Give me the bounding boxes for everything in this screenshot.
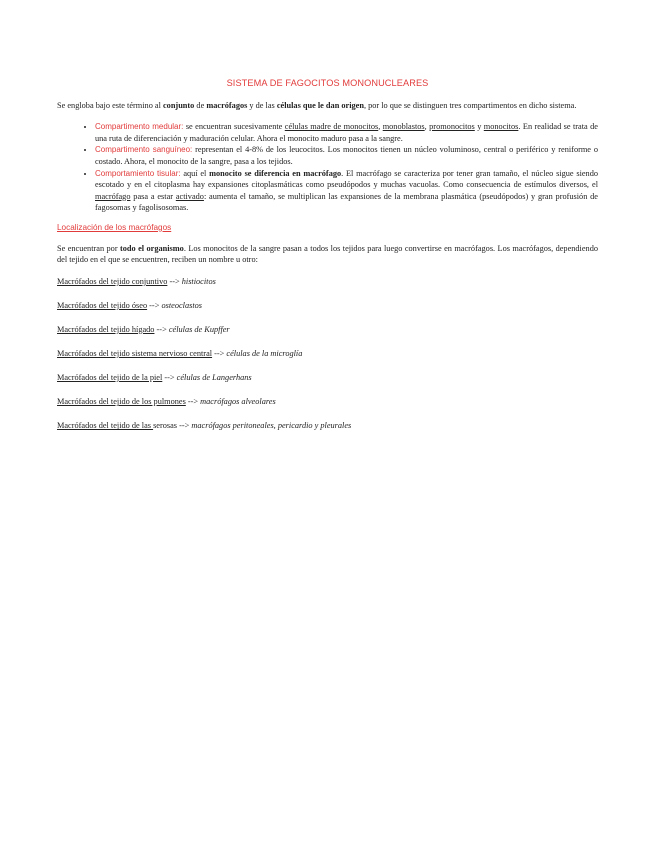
macrophage-name: macrófagos alveolares: [200, 397, 276, 407]
underlined-term: células madre de monocitos: [284, 122, 379, 132]
bold-run: monocito se diferencia en macrófago: [209, 168, 342, 178]
text-run: Se engloba bajo este término al: [57, 100, 163, 110]
list-item-tisular: [95, 168, 598, 214]
text-run: , por lo que se distinguen tres compartimentos en dicho sistema.: [363, 100, 577, 110]
tissue-name: Macrófados del tejido óseo: [57, 300, 148, 310]
arrow-text: -->: [185, 397, 201, 407]
text-run: de: [194, 100, 207, 110]
arrow-text: -->: [147, 300, 162, 310]
arrow-text: -->: [154, 324, 169, 334]
document-title: SISTEMA DE FAGOCITOS MONONUCLEARES: [226, 78, 429, 88]
text-run: y de las: [247, 100, 277, 110]
text-run: aquí el: [180, 168, 210, 178]
text-run: ,: [378, 122, 383, 132]
text-run: . Los monocitos de la sangre pasan a todos los tejidos para luego convertirse en macrófagos. Los macrófagos, dependiendo del tejido en el que se encuentren, reciben un nombre u otro:: [57, 243, 598, 265]
location-paragraph: [57, 243, 598, 266]
underlined-term: promonocitos: [429, 122, 475, 132]
underlined-term: monoblastos: [382, 122, 425, 132]
macrophage-line: [57, 396, 598, 408]
tissue-name: Macrófados del tejido de los pulmones: [57, 397, 186, 407]
tissue-name: Macrófados del tejido de la piel: [57, 373, 163, 383]
underlined-term: monocitos: [483, 122, 519, 132]
bullet-label: Comportamiento tisular:: [95, 168, 181, 178]
macrophage-name: células de Langerhans: [176, 373, 252, 383]
text-run: . El macrófago se caracteriza por tener gran tamaño, el núcleo sigue siendo escotado y en el citoplasma hay expansiones citoplasmáticas como pseudópodos y muchas vacuolas. Como consecuencia de estímulos diversos, el: [95, 168, 598, 190]
text-run: se encuentran sucesivamente: [183, 122, 285, 132]
macrophage-line: [57, 300, 598, 312]
arrow-text: -->: [177, 421, 192, 431]
macrophage-line: [57, 372, 598, 384]
text-run: ,: [424, 122, 430, 132]
bold-run: macrófagos: [206, 100, 248, 110]
underlined-term: macrófago: [95, 191, 131, 201]
tissue-name: Macrófados del tejido conjuntivo: [57, 276, 168, 286]
tissue-tail: serosas: [153, 421, 178, 431]
macrophage-name: osteoclastos: [161, 300, 203, 310]
list-item-medular: [95, 121, 598, 144]
bold-run: todo el organismo: [120, 243, 184, 253]
compartments-list: [57, 121, 598, 214]
tissue-name: Macrófados del tejido de las: [57, 421, 154, 431]
macrophage-name: macrófagos peritoneales, pericardio y pleurales: [191, 421, 352, 431]
text-run: . En realidad se trata de una ruta de diferenciación y maduración celular. Ahora el monocito maduro pasa a la sangre.: [95, 122, 598, 143]
text-run: representan el 4-8% de los leucocitos. Los monocitos tienen un núcleo voluminoso, central o periférico y reniforme o costado. Ahora, el monocito de la sangre, pasa a los tejidos.: [95, 145, 598, 166]
macrophage-list: [57, 276, 598, 432]
arrow-text: -->: [167, 276, 182, 286]
intro-paragraph: [57, 100, 598, 112]
tissue-name: Macrófados del tejido sistema nervioso central: [57, 349, 213, 358]
text-run: Se encuentran por: [57, 243, 120, 253]
list-item-sanguineo: [95, 144, 598, 167]
macrophage-line: [57, 348, 598, 360]
text-run: : aumenta el tamaño, se multiplican las expansiones de la membrana plasmática (pseudópodos) y gran profusión de fagosomas y fagolisosomas.: [95, 191, 598, 213]
bold-run: células que le dan origen: [276, 100, 364, 110]
macrophage-line: [57, 324, 598, 336]
tissue-name: Macrófados del tejido hígado: [57, 324, 155, 334]
arrow-text: -->: [162, 373, 177, 383]
arrow-text: -->: [212, 349, 227, 358]
underlined-term: activado: [175, 191, 204, 201]
macrophage-name: células de Kupffer: [168, 324, 230, 334]
macrophage-name: células de la microglía: [226, 349, 303, 358]
macrophage-line: [57, 276, 598, 288]
text-run: pasa a estar: [130, 191, 176, 201]
macrophage-name: histiocitos: [181, 276, 216, 286]
bullet-label: Compartimento medular:: [95, 122, 184, 132]
text-run: y: [474, 122, 484, 132]
bold-run: conjunto: [162, 100, 195, 110]
bullet-label: Compartimento sanguíneo:: [95, 145, 193, 155]
section-heading: Localización de los macrófagos: [57, 222, 172, 232]
macrophage-line: [57, 420, 598, 432]
